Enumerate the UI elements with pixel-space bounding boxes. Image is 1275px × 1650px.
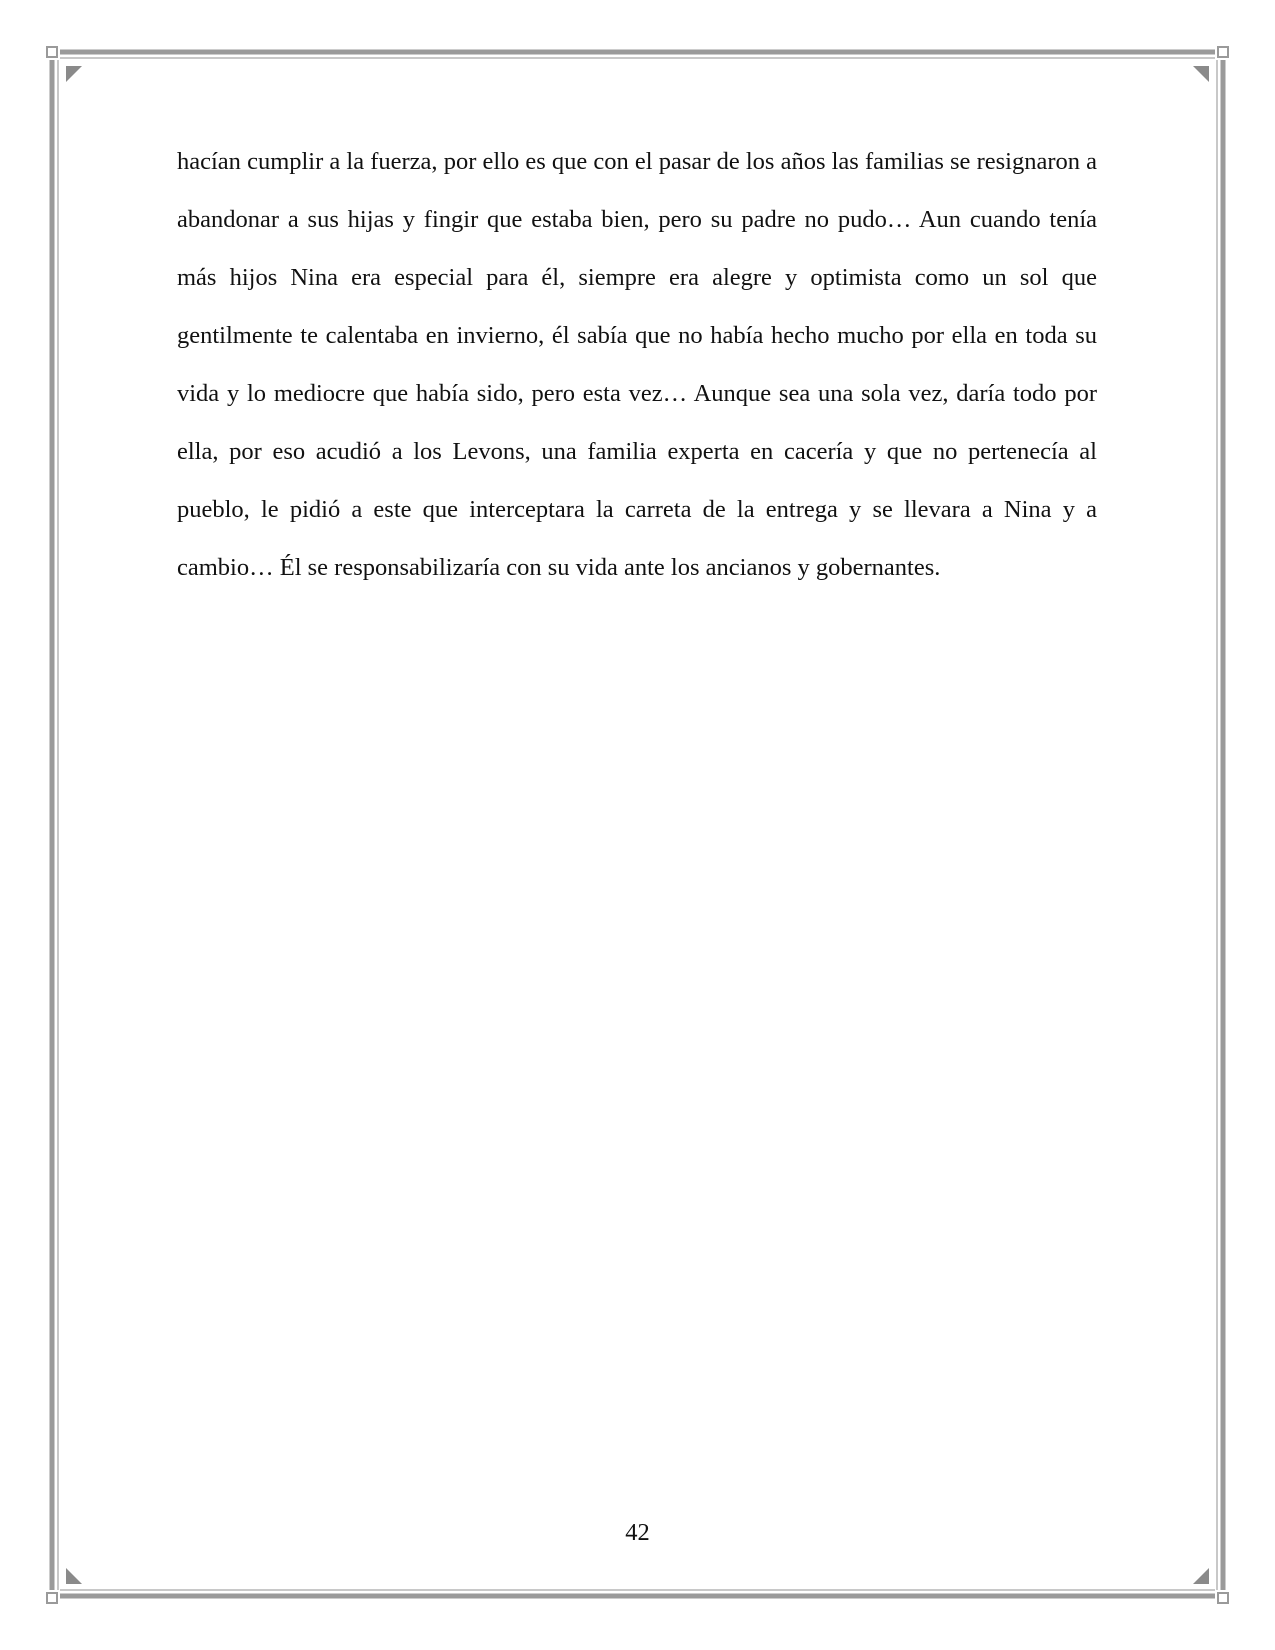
page-number: 42: [625, 1519, 650, 1546]
body-paragraph: hacían cumplir a la fuerza, por ello es que con el pasar de los años las familias se resignaron a abandonar a sus hijas y fingir que estaba bien, pero su padre no pudo… Aun cuando tenía más hijos Nina era especial para él, siempre era alegre y optimista como un sol que gentilmente te calentaba en invierno, él sabía que no había hecho mucho por ella en toda su vida y lo mediocre que había sido, pero esta vez… Aunque sea una sola vez, daría todo por ella, por eso acudió a los Levons, una familia experta en cacería y que no pertenecía al pueblo, le pidió a este que interceptara la carreta de la entrega y se llevara a Nina y a cambio… Él se responsabilizaría con su vida ante los ancianos y gobernantes.: [177, 148, 1097, 581]
